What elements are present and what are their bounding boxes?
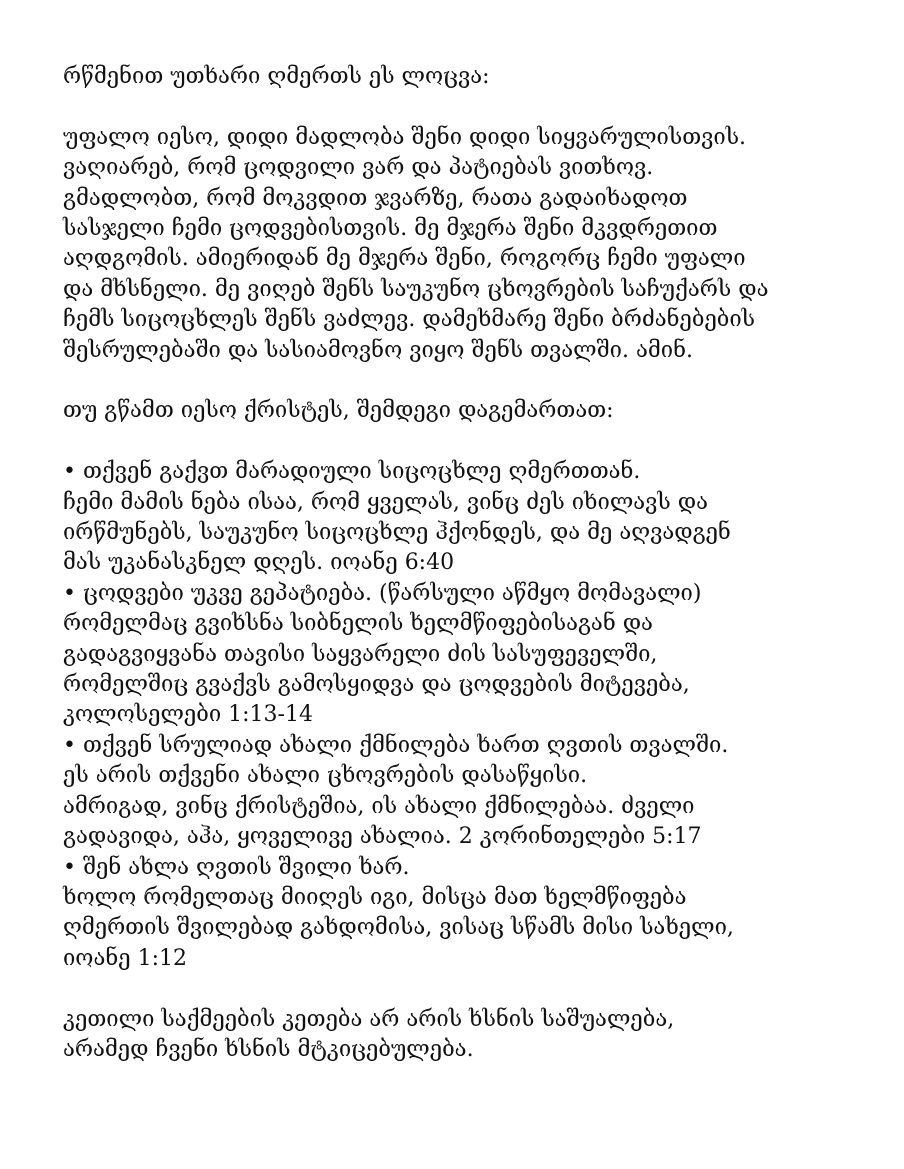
prayer-line: უფალო იესო, დიდი მადლობა შენი დიდი სიყვარულისთვის. xyxy=(63,124,747,150)
point-line: ხოლო რომელთაც მიიღეს იგი, მისცა მათ ხელმწიფება xyxy=(63,884,687,910)
spacer xyxy=(63,427,883,457)
points-list xyxy=(63,457,883,974)
prayer-line: სასჯელი ჩემი ცოდვებისთვის. მე მჯერა შენი მკვდრეთით xyxy=(63,216,718,242)
prayer-line: და მხსნელი. მე ვიღებ შენს საუკუნო ცხოვრების საჩუქარს და xyxy=(63,276,769,302)
point-line: გადაგვიყვანა თავისი საყვარელი ძის სასუფეველში, xyxy=(63,641,658,667)
heading-line: რწმენით უთხარი ღმერთს ეს ლოცვა: xyxy=(63,64,490,89)
heading xyxy=(63,62,883,92)
point-line: რომელმაც გვიხსნა სიბნელის ხელმწიფებისაგან და xyxy=(63,611,653,637)
prayer-line: შესრულებაში და სასიამოვნო ვიყო შენს თვალში. ამინ. xyxy=(63,337,693,363)
prayer-line: ჩემს სიცოცხლეს შენს ვაძლევ. დამეხმარე შენი ბრძანებების xyxy=(63,307,756,333)
point-line: • შენ ახლა ღვთის შვილი ხარ. xyxy=(63,854,410,880)
closing-line: არამედ ჩვენი ხსნის მტკიცებულება. xyxy=(63,1036,474,1062)
spacer xyxy=(63,92,883,122)
closing-line: კეთილი საქმეების კეთება არ არის ხსნის საშუალება, xyxy=(63,1006,675,1032)
list-item xyxy=(63,731,883,853)
point-line: გადავიდა, აჰა, ყოველივე ახალია. 2 კორინთელები 5:17 xyxy=(63,824,702,850)
point-line: ეს არის თქვენი ახალი ცხოვრების დასაწყისი. xyxy=(63,763,588,789)
intro-line: თუ გწამთ იესო ქრისტეს, შემდეგი დაგემართათ: xyxy=(63,398,614,424)
point-line: ირწმუნებს, საუკუნო სიცოცხლე ჰქონდეს, და მე აღვადგენ xyxy=(63,520,731,546)
prayer-paragraph xyxy=(63,123,883,366)
prayer-line: აღდგომის. ამიერიდან მე მჯერა შენი, როგორც ჩემი უფალი xyxy=(63,246,746,272)
closing-paragraph xyxy=(63,1005,883,1066)
point-line: ღმერთის შვილებად გახდომისა, ვისაც სწამს მისი სახელი, xyxy=(63,915,734,941)
point-line: • თქვენ გაქვთ მარადიული სიცოცხლე ღმერთთან. xyxy=(63,459,641,485)
intro-paragraph xyxy=(63,396,883,426)
prayer-line: ვაღიარებ, რომ ცოდვილი ვარ და პატიებას ვითხოვ. xyxy=(63,155,654,181)
point-line: იოანე 1:12 xyxy=(63,945,187,971)
point-line: • თქვენ სრულიად ახალი ქმნილება ხართ ღვთის თვალში. xyxy=(63,732,729,758)
point-line: ამრიგად, ვინც ქრისტეშია, ის ახალი ქმნილებაა. ძველი xyxy=(63,793,695,819)
spacer xyxy=(63,974,883,1004)
point-line: რომელშიც გვაქვს გამოსყიდვა და ცოდვების მიტევება, xyxy=(63,672,690,698)
point-line: კოლოსელები 1:13-14 xyxy=(63,702,313,728)
point-line: მას უკანასკნელ დღეს. იოანე 6:40 xyxy=(63,550,455,576)
list-item xyxy=(63,579,883,731)
list-item xyxy=(63,457,883,579)
list-item xyxy=(63,853,883,975)
spacer xyxy=(63,366,883,396)
document-page xyxy=(63,62,883,1065)
point-line: • ცოდვები უკვე გეპატიება. (წარსული აწმყო მომავალი) xyxy=(63,580,702,606)
point-line: ჩემი მამის ნება ისაა, რომ ყველას, ვინც ძეს იხილავს და xyxy=(63,489,709,515)
prayer-line: გმადლობთ, რომ მოკვდით ჯვარზე, რათა გადაიხადოთ xyxy=(63,185,688,211)
